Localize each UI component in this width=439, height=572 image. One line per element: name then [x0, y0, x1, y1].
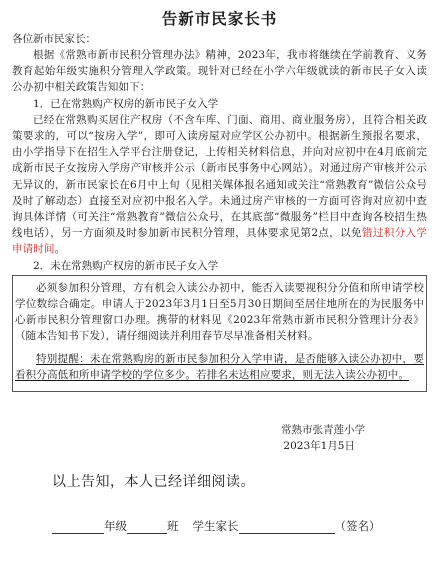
signature-school: 常熟市张青莲小学: [281, 424, 365, 437]
section2-title: 2．未在常熟购产权房的新市民子女入学: [33, 259, 219, 272]
acknowledgement: 以上告知，本人已经详细阅读。: [52, 474, 255, 491]
section1-text: 已经在常熟购买居住产权房（不含车库、门面、商用、商业服务房），且符合相关政策要求的，可以“按房入学”，即可入读房屋对应学区公办初中。根据新生预报名要求，由小学指导下在招生入学平台注册登记，上传相关材料信息，并向对应初中在4月底前完成新市民子女按房入学房产审核并公示（新市民事务中心网站）。对通过房产审核并公示无异议的，新市民家长在6月中上旬（见相关媒体报名通知或关注“常熟教育”微信公众号及时了解动态）直接至对应初中报名入学。未通过房产审核的一方面可咨询对应初中查询具体详情（可关注“常熟教育”微信公众号，在其底部“微服务”栏目中查询各校招生热线电话），另一方面须及时参加新市民积分管理，具体要求见第2点，以免: [12, 113, 427, 240]
parent-label: 学生家长: [192, 519, 239, 534]
section1-red-text: 错过积分入学申请时间: [12, 227, 427, 256]
class-label: 班: [167, 519, 179, 534]
section1-title: 1．已在常熟购产权房的新市民子女入学: [33, 97, 219, 110]
section2-paragraph: 必须参加积分管理，方有机会入读公办初中，能否入读要视积分分值和所申请学校学位数综合确定。申请人于2023年3月1日至5月30日期间至居住地所在的为民服务中心新市民积分管理窗口办理。携带的材料见《2023年常熟市新市民积分管理计分表》（随本告知书下发），请仔细阅读并利用春节尽早准备相关材料。: [15, 281, 424, 343]
sign-label: （签名）: [334, 519, 381, 534]
class-blank[interactable]: [127, 519, 167, 534]
salutation: 各位新市民家长：: [12, 33, 96, 45]
section1-end: 。: [54, 243, 66, 256]
notice-title: 告新市民家长书: [161, 9, 278, 28]
special-reminder: [15, 351, 424, 383]
section1-paragraph: [12, 112, 427, 258]
signature-form-row: [52, 518, 427, 534]
special-reminder-text: ：未在常熟购房的新市民参加积分入学申请，是否能够入读公办初中，要看积分高低和所申请学校的学位多少。若排名未达相应要求，则无法入读公办初中。: [15, 352, 424, 381]
section2-box: [12, 275, 427, 392]
special-reminder-label: 特别提醒: [36, 352, 80, 365]
grade-blank[interactable]: [52, 519, 104, 534]
signature-date: 2023年1月5日: [283, 440, 355, 453]
parent-signature-blank[interactable]: [239, 519, 335, 534]
intro-paragraph: 根据《常熟市新市民积分管理办法》精神，2023年，我市将继续在学前教育、义务教育起始年级实施积分管理入学政策。现针对已经在小学六年级就读的新市民子女入读公办初中相关政策告知如下：: [12, 49, 427, 94]
grade-label: 年级: [104, 519, 127, 534]
